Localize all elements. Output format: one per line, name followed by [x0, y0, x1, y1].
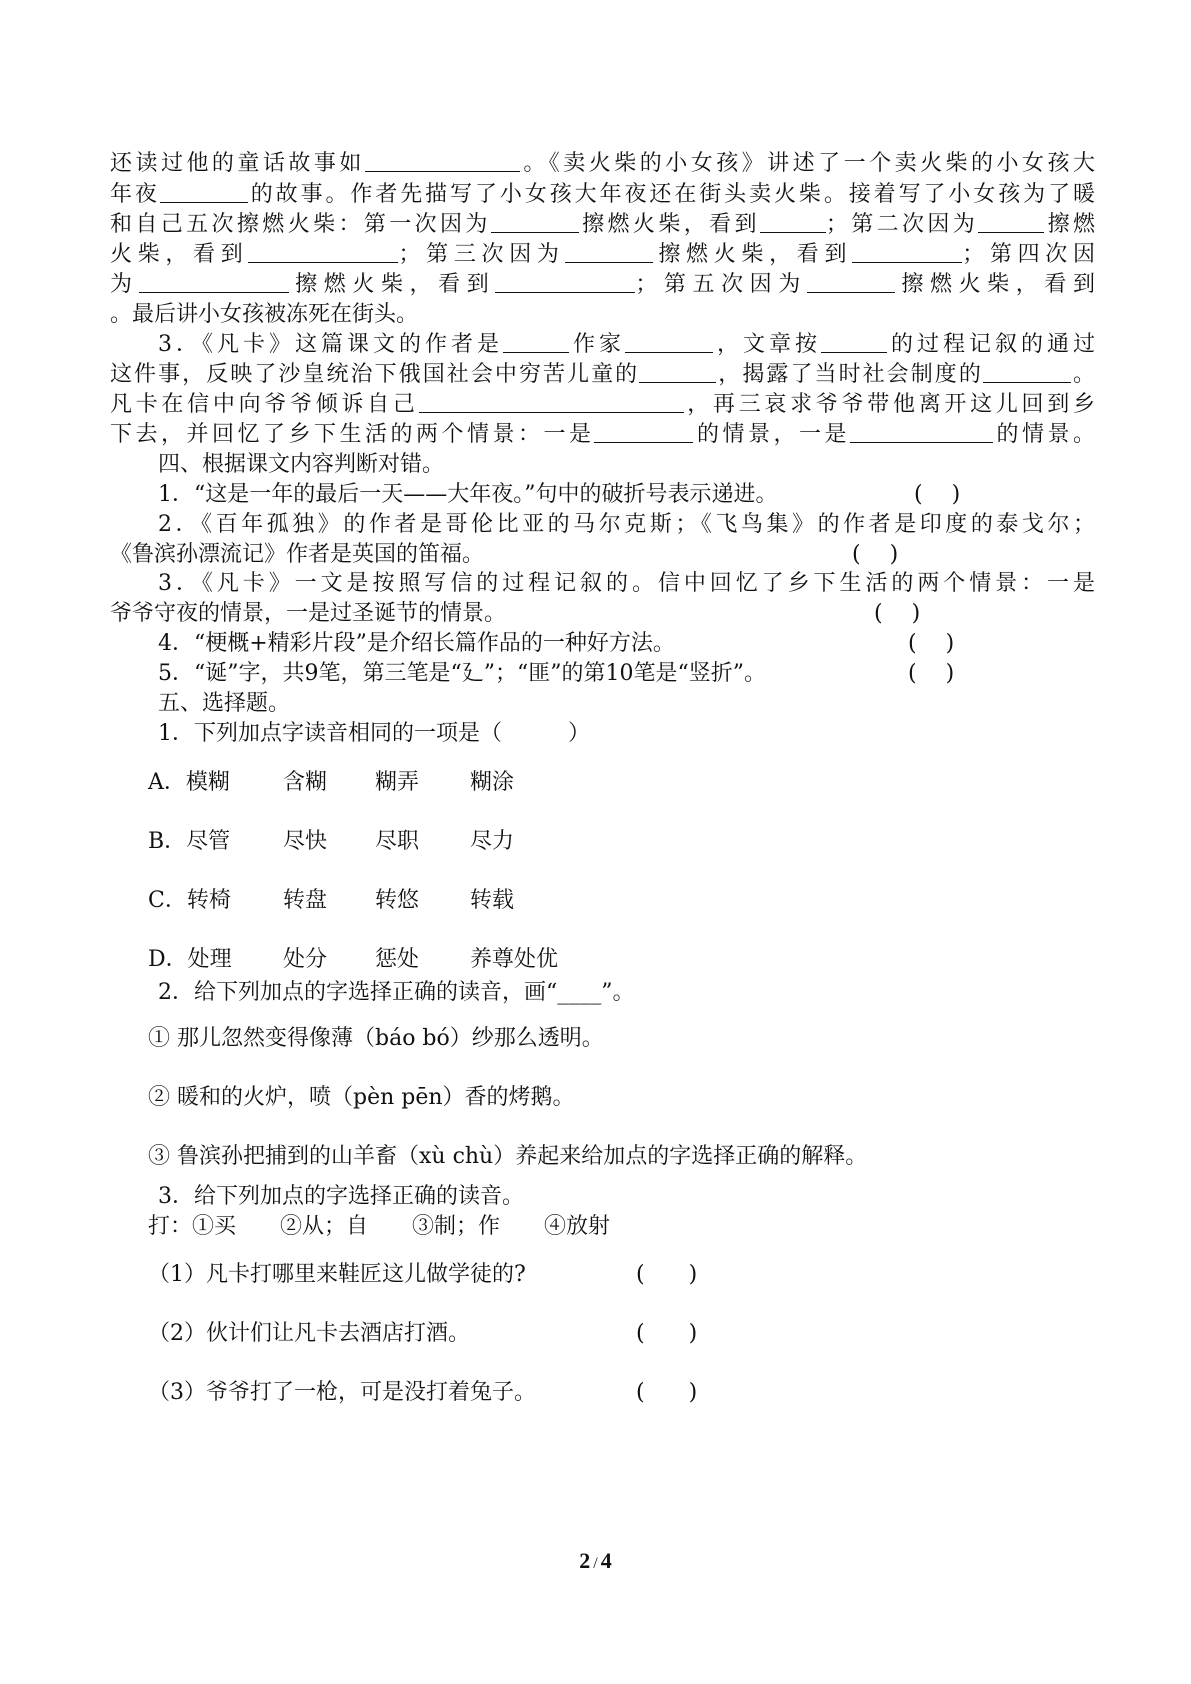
text-line: 。最后讲小女孩被冻死在街头。 [110, 302, 419, 327]
judge-item: 4．“梗概+精彩片段”是介绍长篇作品的一种好方法。 [158, 631, 675, 656]
reading-item: ③ 鲁滨孙把捕到的山羊畜（xù chù）养起来给加点的字选择正确的解释。 [148, 1144, 868, 1169]
option-a[interactable]: A．模糊 [148, 770, 230, 795]
blank-line[interactable] [850, 420, 993, 443]
blank-line[interactable] [594, 420, 693, 443]
sentence-item: （1）凡卡打哪里来鞋匠这儿做学徒的? [148, 1262, 526, 1287]
answer-paren[interactable]: ( ) [874, 601, 921, 626]
answer-paren[interactable]: ( ) [636, 1262, 698, 1287]
answer-paren[interactable]: ( ) [852, 542, 899, 567]
judge-item: 2．《百年孤独》的作者是哥伦比亚的马尔克斯；《飞鸟集》的作者是印度的泰戈尔； [158, 512, 1095, 537]
option-word: 尽力 [470, 829, 515, 854]
answer-paren[interactable]: ( ) [908, 661, 955, 686]
option-word: 尽快 [283, 829, 328, 854]
text-line: 火柴，看到 ；第三次因为 擦燃火柴，看到 ；第四次因 [110, 242, 1095, 267]
blank-line[interactable] [639, 360, 716, 383]
option-c[interactable]: C．转椅 [148, 888, 231, 913]
answer-paren[interactable]: ( ) [908, 631, 955, 656]
blank-line[interactable] [495, 270, 635, 293]
question-stem: 3．给下列加点的字选择正确的读音。 [158, 1184, 524, 1209]
option-word: 转盘 [283, 888, 328, 913]
option-word: 尽职 [375, 829, 420, 854]
question-stem: 1．下列加点字读音相同的一项是（ ） [158, 721, 590, 746]
current-page: 2 [579, 1548, 591, 1573]
option-word: 养尊处优 [470, 947, 559, 972]
blank-line[interactable] [365, 149, 520, 172]
text-line: 下去，并回忆了乡下生活的两个情景：一是 的情景，一是 的情景。 [110, 422, 1095, 447]
text-line: 和自己五次擦燃火柴：第一次因为 擦燃火柴，看到 ；第二次因为 擦燃 [110, 212, 1095, 237]
total-pages: 4 [600, 1548, 612, 1573]
reading-item: ① 那儿忽然变得像薄（báo bó）纱那么透明。 [148, 1026, 604, 1051]
text-line: 凡卡在信中向爷爷倾诉自己 ，再三哀求爷爷带他离开这儿回到乡 [110, 392, 1095, 417]
text-line: 年夜 的故事。作者先描写了小女孩大年夜还在街头卖火柴。接着写了小女孩为了暖 [110, 182, 1095, 207]
page-number [0, 1548, 1191, 1574]
blank-line[interactable] [625, 330, 713, 353]
meaning-list: 打：①买 ②从；自 ③制；作 ④放射 [148, 1214, 611, 1239]
text-line: 这件事，反映了沙皇统治下俄国社会中穷苦儿童的 ，揭露了当时社会制度的 。 [110, 362, 1095, 387]
blank-line[interactable] [978, 210, 1044, 233]
sentence-item: （3）爷爷打了一枪，可是没打着兔子。 [148, 1380, 536, 1405]
answer-paren[interactable]: ( ) [636, 1321, 698, 1346]
blank-line[interactable] [983, 360, 1071, 383]
option-word: 转载 [470, 888, 515, 913]
answer-paren[interactable]: ( ) [914, 482, 961, 507]
option-word: 惩处 [375, 947, 420, 972]
blank-line[interactable] [491, 210, 579, 233]
option-word: 转悠 [375, 888, 420, 913]
page-separator: / [593, 1555, 598, 1572]
option-word: 糊涂 [470, 770, 515, 795]
option-word: 处分 [283, 947, 328, 972]
judge-item: 《鲁滨孙漂流记》作者是英国的笛福。 [110, 542, 485, 567]
blank-line[interactable] [821, 330, 887, 353]
section-heading: 五、选择题。 [158, 691, 291, 716]
blank-line[interactable] [160, 180, 248, 203]
blank-line[interactable] [565, 240, 653, 263]
blank-line[interactable] [852, 240, 962, 263]
text-line: 为 擦燃火柴，看到 ；第五次因为 擦燃火柴，看到 [110, 272, 1095, 297]
blank-line[interactable] [248, 240, 398, 263]
blank-line[interactable] [419, 390, 684, 413]
judge-item: 3．《凡卡》一文是按照写信的过程记叙的。信中回忆了乡下生活的两个情景：一是 [158, 571, 1095, 596]
blank-line[interactable] [139, 270, 289, 293]
section-heading: 四、根据课文内容判断对错。 [158, 452, 445, 477]
option-b[interactable]: B．尽管 [148, 829, 231, 854]
blank-line[interactable] [503, 330, 569, 353]
option-d[interactable]: D．处理 [148, 947, 232, 972]
blank-line[interactable] [807, 270, 895, 293]
judge-item: 1．“这是一年的最后一天——大年夜。”句中的破折号表示递进。 [158, 482, 778, 507]
option-word: 含糊 [283, 770, 328, 795]
option-word: 糊弄 [375, 770, 420, 795]
question-stem: 2．给下列加点的字选择正确的读音，画“____”。 [158, 980, 635, 1005]
sentence-item: （2）伙计们让凡卡去酒店打酒。 [148, 1321, 470, 1346]
reading-item: ② 暖和的火炉，喷（pèn pēn）香的烤鹅。 [148, 1085, 575, 1110]
text-line: 还读过他的童话故事如 。《卖火柴的小女孩》讲述了一个卖火柴的小女孩大 [110, 151, 1095, 176]
text-line: 3．《凡卡》这篇课文的作者是 作家 ，文章按 的过程记叙的通过 [158, 332, 1095, 357]
answer-paren[interactable]: ( ) [636, 1380, 698, 1405]
judge-item: 爷爷守夜的情景，一是过圣诞节的情景。 [110, 601, 507, 626]
blank-line[interactable] [760, 210, 826, 233]
judge-item: 5．“诞”字，共9笔，第三笔是“廴”；“匪”的第10笔是“竖折”。 [158, 661, 766, 686]
